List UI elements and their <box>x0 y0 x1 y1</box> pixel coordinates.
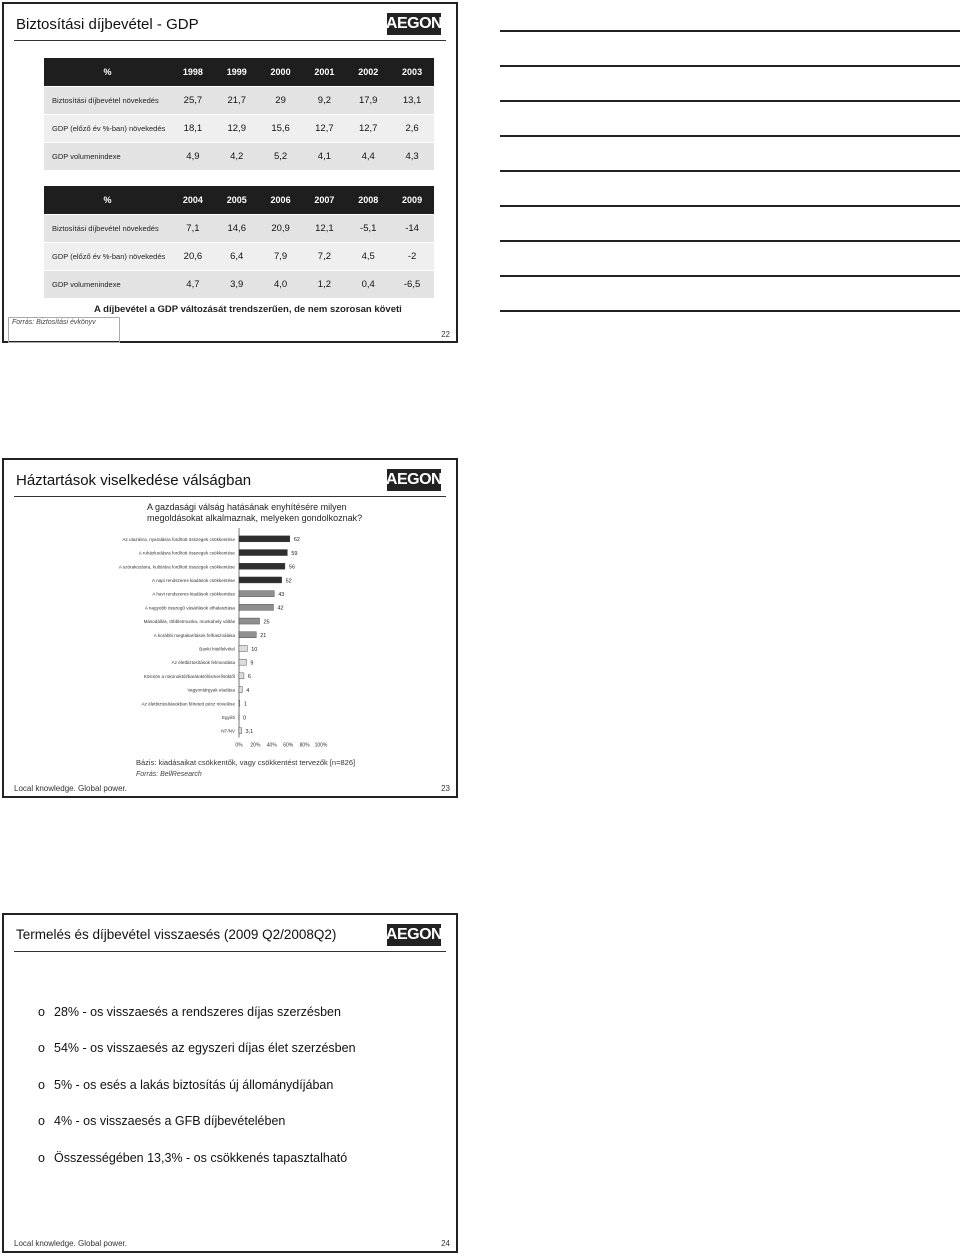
bullet-marker: o <box>38 1114 45 1129</box>
bullet-list <box>38 1005 356 1187</box>
table-cell: 20,9 <box>259 215 303 243</box>
x-tick-label: 80% <box>299 742 310 749</box>
slide-title: Biztosítási díjbevétel - GDP <box>16 16 199 33</box>
footer-tagline: Local knowledge. Global power. <box>14 784 127 793</box>
bar-value-label: 43 <box>278 591 285 598</box>
bar <box>239 645 247 651</box>
data-table-2004-2009 <box>44 186 434 298</box>
table-cell: 12,9 <box>215 115 259 143</box>
bullet-text: 5% - os esés a lakás biztosítás új állománydíjában <box>54 1077 334 1092</box>
notes-line <box>500 275 960 277</box>
bar <box>239 728 242 734</box>
table-row <box>44 243 434 271</box>
notes-line <box>500 310 960 312</box>
table-header-unit: % <box>44 58 171 87</box>
bar-value-label: 6 <box>247 674 251 681</box>
bullet-marker: o <box>38 1077 45 1092</box>
notes-line <box>500 170 960 172</box>
table-cell: 7,2 <box>302 243 346 271</box>
table-cell: 13,1 <box>390 87 434 115</box>
bar <box>239 618 260 624</box>
bar-value-label: 3,1 <box>245 728 254 735</box>
table-header-year: 1999 <box>215 58 259 87</box>
table-cell: 2,6 <box>390 115 434 143</box>
category-label: A nagyobb összegű vásárlások elhalasztása <box>144 605 235 611</box>
table-cell: 4,2 <box>215 143 259 171</box>
table-cell: 25,7 <box>171 87 215 115</box>
table-row <box>44 143 434 171</box>
table-cell: 3,9 <box>215 271 259 299</box>
bullet-marker: o <box>38 1005 45 1019</box>
bullet-text: Összességében 13,3% - os csökkenés tapasztalható <box>54 1150 348 1165</box>
row-label: GDP volumenindexe <box>44 271 171 299</box>
category-label: Az utazásra, nyaralásra fordított összegek csökkentése <box>122 536 235 542</box>
table-header-year: 2000 <box>259 58 303 87</box>
category-label: A korábbi megtakarítások felhasználása <box>153 632 235 638</box>
notes-line <box>500 30 960 32</box>
table-cell: 18,1 <box>171 115 215 143</box>
x-tick-label: 60% <box>283 742 294 749</box>
table-cell: -5,1 <box>346 215 390 243</box>
category-label: Kölcsön a rokonoktól/barátoktól/ismerősöktől <box>143 673 235 679</box>
notes-line <box>500 205 960 207</box>
slide-title: Termelés és díjbevétel visszaesés (2009 Q2/2008Q2) <box>16 927 337 942</box>
page-number: 23 <box>441 784 450 793</box>
title-divider <box>14 496 446 497</box>
x-tick-label: 20% <box>250 742 261 749</box>
bar-value-label: 10 <box>251 646 258 653</box>
table-cell: 21,7 <box>215 87 259 115</box>
bullet-text: 28% - os visszaesés a rendszeres díjas szerzésben <box>54 1005 341 1019</box>
footer-tagline: Local knowledge. Global power. <box>14 1239 127 1248</box>
bullet-marker: o <box>38 1041 45 1056</box>
title-divider <box>14 951 446 952</box>
bar-value-label: 1 <box>243 701 247 708</box>
aegon-logo: AEGON <box>387 469 441 491</box>
table-cell: 29 <box>259 87 303 115</box>
base-note: Bázis: kiadásaikat csökkentők, vagy csökkentést tervezők [n=826] <box>136 758 356 767</box>
table-cell: 4,3 <box>390 143 434 171</box>
bar <box>239 659 246 665</box>
bar-value-label: 62 <box>293 537 300 544</box>
table-cell: 4,5 <box>346 243 390 271</box>
table-row <box>44 87 434 115</box>
category-label: A havi rendszeres kiadások csökkentése <box>152 591 235 597</box>
bar <box>239 536 290 542</box>
source-text: Forrás: Biztosítási évkönyv <box>12 319 96 326</box>
category-label: Másodállás, többletmunka, munkahely váltás <box>143 619 235 625</box>
table-header-year: 1998 <box>171 58 215 87</box>
bar-value-label: 25 <box>263 619 270 626</box>
slide-2 <box>2 458 458 798</box>
bar <box>239 687 242 693</box>
table-cell: 4,9 <box>171 143 215 171</box>
bar <box>239 673 244 679</box>
table-row <box>44 271 434 299</box>
category-label: Az életbiztosításokban félretett pénz növelése <box>141 701 235 707</box>
bar-value-label: 42 <box>277 605 284 612</box>
table-cell: 12,1 <box>302 215 346 243</box>
table-header-year: 2008 <box>346 186 390 215</box>
table-cell: 4,7 <box>171 271 215 299</box>
table-cell: 0,4 <box>346 271 390 299</box>
table-cell: 12,7 <box>346 115 390 143</box>
title-divider <box>14 40 446 41</box>
bar <box>239 563 285 569</box>
aegon-logo: AEGON <box>387 13 441 35</box>
category-label: A napi rendszeres kiadások csökkentése <box>152 577 235 583</box>
notes-line <box>500 240 960 242</box>
table-cell: 4,4 <box>346 143 390 171</box>
bullet-item <box>38 1005 356 1041</box>
table-cell: -14 <box>390 215 434 243</box>
slide-title: Háztartások viselkedése válságban <box>16 472 252 489</box>
survey-question-line: megoldásokat alkalmaznak, melyeken gondolkoznak? <box>147 513 363 523</box>
bar <box>239 550 287 556</box>
table-cell: 5,2 <box>259 143 303 171</box>
notes-line <box>500 65 960 67</box>
table-cell: 4,0 <box>259 271 303 299</box>
bullet-item <box>38 1078 356 1114</box>
table-header-year: 2003 <box>390 58 434 87</box>
bar <box>239 577 282 583</box>
table-row <box>44 215 434 243</box>
data-table-1998-2003 <box>44 58 434 170</box>
table-cell: 1,2 <box>302 271 346 299</box>
bar-value-label: 9 <box>250 660 254 667</box>
bullet-item <box>38 1041 356 1077</box>
bar <box>239 604 273 610</box>
bar-value-label: 21 <box>260 633 267 640</box>
table-cell: -6,5 <box>390 271 434 299</box>
table-cell: 7,1 <box>171 215 215 243</box>
bar-value-label: 52 <box>285 578 292 585</box>
category-label: NT/NV <box>221 728 235 734</box>
category-label: Vagyontárgyak eladása <box>187 687 235 693</box>
table-header-year: 2007 <box>302 186 346 215</box>
bullet-item <box>38 1151 356 1187</box>
bar <box>239 700 240 706</box>
table-cell: 6,4 <box>215 243 259 271</box>
category-label: Banki hitelfelvétel <box>199 646 235 652</box>
category-label: Egyéb <box>221 714 235 720</box>
table-cell: 20,6 <box>171 243 215 271</box>
table-cell: 12,7 <box>302 115 346 143</box>
page-number: 24 <box>441 1239 450 1248</box>
row-label: Biztosítási díjbevétel növekedés <box>44 87 171 115</box>
table-row <box>44 115 434 143</box>
bullet-text: 54% - os visszaesés az egyszeri díjas élet szerzésben <box>54 1041 356 1056</box>
table-cell: 17,9 <box>346 87 390 115</box>
bar-value-label: 59 <box>291 550 298 557</box>
category-label: Az életbiztosítások felmondása <box>171 660 235 666</box>
notes-line <box>500 135 960 137</box>
category-label: A szórakozásra, kultúrára fordított összegek csökkentése <box>118 564 235 570</box>
bullet-marker: o <box>38 1150 45 1165</box>
bullet-item <box>38 1114 356 1150</box>
source-text: Forrás: BellResearch <box>136 771 202 778</box>
table-header-year: 2005 <box>215 186 259 215</box>
table-cell: 14,6 <box>215 215 259 243</box>
x-tick-label: 0% <box>235 742 243 749</box>
bar-value-label: 56 <box>288 564 296 571</box>
survey-bar-chart <box>4 518 460 758</box>
table-header-year: 2009 <box>390 186 434 215</box>
conclusion-text: A díjbevétel a GDP változását trendszerűen, de nem szorosan követi <box>94 304 402 315</box>
x-tick-label: 40% <box>266 742 277 749</box>
x-tick-label: 100% <box>314 742 328 749</box>
table-cell: 9,2 <box>302 87 346 115</box>
row-label: GDP (előző év %-ban) növekedés <box>44 243 171 271</box>
table-header-year: 2004 <box>171 186 215 215</box>
survey-question-line: A gazdasági válság hatásának enyhítésére milyen <box>147 502 347 512</box>
table-header-year: 2006 <box>259 186 303 215</box>
page-number: 22 <box>441 330 450 339</box>
notes-line <box>500 100 960 102</box>
table-header-year: 2001 <box>302 58 346 87</box>
bar-value-label: 0 <box>243 715 247 722</box>
table-header-unit: % <box>44 186 171 215</box>
row-label: GDP (előző év %-ban) növekedés <box>44 115 171 143</box>
category-label: A ruházkodásra fordított összegek csökkentése <box>138 550 235 556</box>
aegon-logo: AEGON <box>387 924 441 946</box>
bullet-text: 4% - os visszaesés a GFB díjbevételében <box>54 1114 286 1129</box>
table-cell: 4,1 <box>302 143 346 171</box>
bar <box>239 632 256 638</box>
row-label: Biztosítási díjbevétel növekedés <box>44 215 171 243</box>
table-header-year: 2002 <box>346 58 390 87</box>
slide-1 <box>2 2 458 343</box>
table-cell: 15,6 <box>259 115 303 143</box>
bar-value-label: 4 <box>246 687 250 694</box>
bar <box>239 591 274 597</box>
table-cell: 7,9 <box>259 243 303 271</box>
row-label: GDP volumenindexe <box>44 143 171 171</box>
table-cell: -2 <box>390 243 434 271</box>
